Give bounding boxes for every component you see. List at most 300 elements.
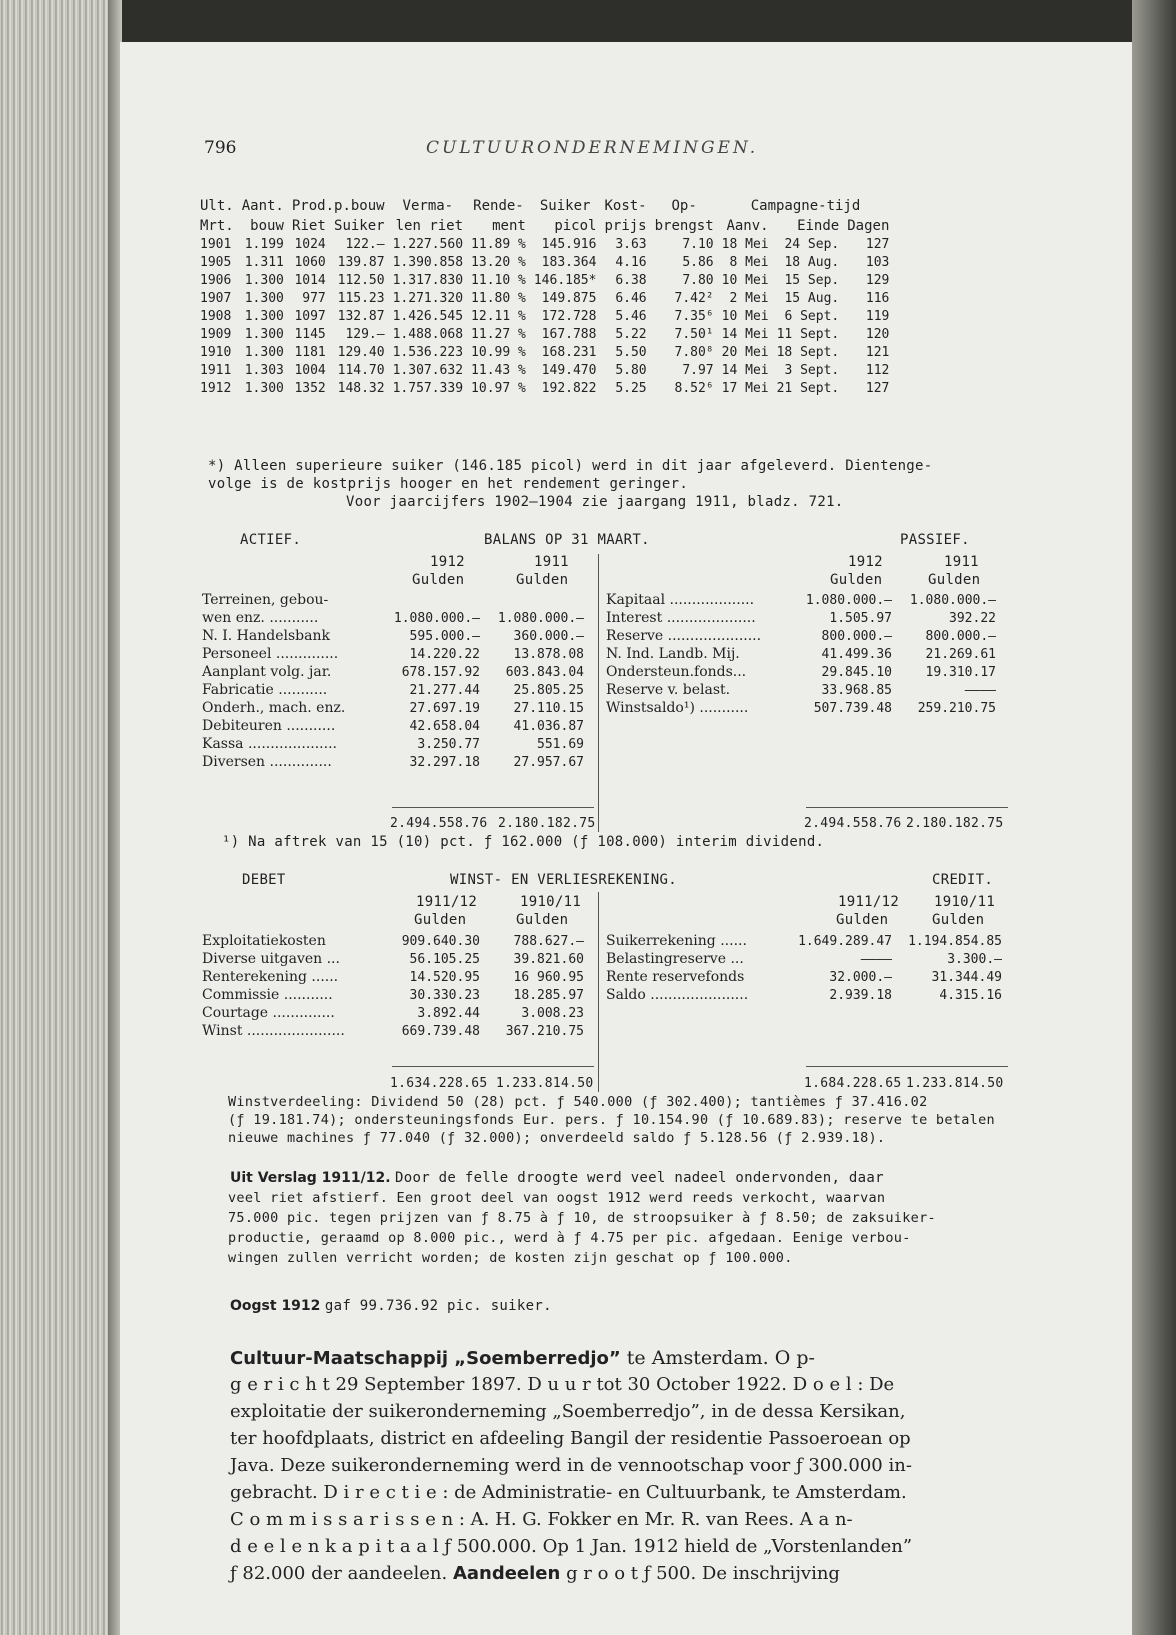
ledger-value-b: ————	[964, 683, 996, 698]
ledger-label: Aanplant volg. jar.	[202, 664, 332, 680]
table-header-cell: Dagen	[847, 218, 890, 234]
ledger-value-b: 3.300.—	[947, 952, 1002, 967]
balance-year-b-right: 1911	[944, 554, 979, 570]
ledger-value-b: 19.310.17	[925, 665, 996, 680]
ledger-value-b: 360.000.—	[513, 629, 584, 644]
company-line-1	[230, 1346, 815, 1371]
table-cell: 4.16	[615, 255, 647, 270]
ledger-value-b: 788.627.—	[513, 934, 584, 949]
pl-credit-label: CREDIT.	[932, 872, 994, 888]
table-cell: 129.40	[337, 345, 385, 360]
table-cell: 15 Sep.	[784, 273, 840, 288]
pl-year-a-left: 1911/12	[416, 894, 478, 910]
ledger-value-b: 21.269.61	[925, 647, 996, 662]
table-cell: 10.97 %	[471, 381, 526, 396]
ledger-value-a: 14.520.95	[409, 970, 480, 985]
balance-total-b-right: 2.180.182.75	[906, 816, 1004, 831]
table-cell: 192.822	[541, 381, 597, 396]
harvest-line	[230, 1298, 552, 1314]
table-cell: 172.728	[541, 309, 597, 324]
table-cell: 15 Aug.	[784, 291, 840, 306]
ledger-row	[606, 645, 996, 663]
ledger-value-a: 33.968.85	[821, 683, 892, 698]
ledger-value-a: 56.105.25	[409, 952, 480, 967]
pl-unit-a-right: Gulden	[836, 912, 889, 928]
balance-actief-label: ACTIEF.	[240, 532, 302, 548]
table-cell: 1910	[200, 345, 232, 360]
ledger-row	[202, 663, 584, 681]
company-shares-heading: Aandeelen	[452, 1563, 561, 1584]
table-cell: 18 Sept.	[776, 345, 840, 360]
table-cell: 129.—	[345, 327, 385, 342]
table-row	[196, 290, 893, 308]
balance-footnote: ¹) Na aftrek van 15 (10) pct. ƒ 162.000 (ƒ 108.000) interim dividend.	[222, 834, 825, 850]
table-cell: 5.86	[682, 255, 714, 270]
ledger-label: Reserve v. belast.	[606, 682, 731, 698]
table-cell: 1.300	[244, 345, 284, 360]
ledger-label: Terreinen, gebou-	[202, 592, 329, 608]
ledger-label: Saldo ......................	[606, 987, 749, 1003]
table-cell: 977	[302, 291, 326, 306]
table-cell: 17 Mei	[721, 381, 769, 396]
balance-unit-a-right: Gulden	[830, 572, 883, 588]
ledger-row	[202, 645, 584, 663]
ledger-label: Diverse uitgaven ...	[202, 951, 340, 967]
table-cell: 21 Sept.	[776, 381, 840, 396]
pl-year-a-right: 1911/12	[838, 894, 900, 910]
pl-title: WINST- EN VERLIESREKENING.	[450, 872, 677, 888]
table-cell: 5.25	[615, 381, 647, 396]
ledger-label: Kapitaal ...................	[606, 592, 755, 608]
table-row	[196, 236, 893, 254]
table-cell: 120	[865, 327, 890, 342]
table-cell: 24 Sep.	[784, 237, 840, 252]
company-line-1-rest: te Amsterdam. O p-	[626, 1347, 815, 1369]
ledger-value-a: 29.845.10	[821, 665, 892, 680]
report-line-5: wingen zullen verricht worden; de kosten zijn geschat op ƒ 100.000.	[228, 1250, 793, 1266]
table-cell: 1.199	[244, 237, 284, 252]
balance-year-a-right: 1912	[848, 554, 883, 570]
table-cell: 127	[865, 381, 890, 396]
table-cell: 5.46	[615, 309, 647, 324]
table-header-cell: Mrt.	[200, 218, 234, 234]
ledger-value-b: 367.210.75	[505, 1024, 584, 1039]
balance-total-a-left: 2.494.558.76	[390, 816, 488, 831]
table-row	[196, 380, 893, 398]
table-header-cell: Prod.p.bouw	[291, 198, 385, 214]
table-cell: 119	[865, 309, 890, 324]
book-binding	[0, 0, 118, 1635]
table-cell: 1.488.068	[392, 327, 464, 342]
table-cell: 1.536.223	[392, 345, 464, 360]
table-cell: 183.364	[541, 255, 597, 270]
ledger-value-a: 678.157.92	[401, 665, 480, 680]
table-cell: 11.10 %	[471, 273, 526, 288]
table-header-cell: Einde	[797, 218, 840, 234]
ledger-value-b: 31.344.49	[931, 970, 1002, 985]
company-line-8: d e e l e n k a p i t a a l ƒ 500.000. Op 1 Jan. 1912 hield de „Vorstenlanden”	[230, 1536, 913, 1557]
table-header-cell: Suiker	[539, 198, 591, 214]
ledger-label: Personeel ..............	[202, 646, 339, 662]
ledger-value-b: 25.805.25	[513, 683, 584, 698]
table-cell: 7.80⁸	[674, 345, 714, 360]
table-cell: 1908	[200, 309, 232, 324]
table-cell: 5.22	[615, 327, 647, 342]
pl-total-a-left: 1.634.228.65	[390, 1076, 488, 1091]
table-header-cell: Kost-	[604, 198, 647, 214]
table-cell: 1.426.545	[392, 309, 464, 324]
table-cell: 129	[865, 273, 890, 288]
ledger-value-b: 3.008.23	[521, 1006, 584, 1021]
table-cell: 11.27 %	[471, 327, 526, 342]
company-line-9	[230, 1562, 840, 1586]
table-row	[196, 326, 893, 344]
ledger-value-a: 2.939.18	[829, 988, 892, 1003]
table-cell: 8.52⁶	[674, 381, 714, 396]
report-line-3: 75.000 pic. tegen prijzen van ƒ 8.75 à ƒ 10, de stroopsuiker à ƒ 8.50; de zaksuiker-	[228, 1210, 936, 1226]
ledger-label: N. Ind. Landb. Mij.	[606, 646, 740, 662]
pl-right-rule	[806, 1066, 1008, 1067]
ledger-label: Onderh., mach. enz.	[202, 700, 346, 716]
table-row	[196, 254, 893, 272]
table-note-2: volge is de kostprijs hooger en het rendement geringer.	[208, 476, 689, 492]
table-cell: 11.80 %	[471, 291, 526, 306]
table-cell: 1.271.320	[392, 291, 464, 306]
ledger-row	[202, 699, 584, 717]
table-cell: 114.70	[337, 363, 385, 378]
table-cell: 1.317.830	[392, 273, 464, 288]
table-header-cell: prijs	[604, 218, 647, 234]
ledger-label: Belastingreserve ...	[606, 951, 744, 967]
table-cell: 11.89 %	[471, 237, 526, 252]
table-cell: 20 Mei	[721, 345, 769, 360]
table-header-cell: Campagne-tijd	[750, 198, 861, 214]
ledger-row	[202, 609, 584, 627]
table-cell: 12.11 %	[471, 309, 526, 324]
table-cell: 112	[865, 363, 890, 378]
table-header-row	[196, 216, 893, 236]
company-line-6: gebracht. D i r e c t i e : de Administratie- en Cultuurbank, te Amsterdam.	[230, 1482, 907, 1503]
ledger-label: Winstsaldo¹) ...........	[606, 700, 749, 716]
table-cell: 1.300	[244, 273, 284, 288]
harvest-heading: Oogst 1912	[230, 1298, 321, 1314]
table-header-cell: Riet	[292, 218, 326, 234]
ledger-row	[606, 932, 1002, 950]
report-first-line	[230, 1170, 884, 1186]
ledger-value-b: 18.285.97	[513, 988, 584, 1003]
table-cell: 1.300	[244, 309, 284, 324]
ledger-label: Courtage ..............	[202, 1005, 335, 1021]
ledger-row	[202, 735, 584, 753]
table-cell: 1907	[200, 291, 232, 306]
table-note-3: Voor jaarcijfers 1902—1904 zie jaargang 1911, bladz. 721.	[346, 494, 844, 510]
table-note-1: *) Alleen superieure suiker (146.185 picol) werd in dit jaar afgeleverd. Dientenge-	[208, 458, 933, 474]
pl-debet-label: DEBET	[242, 872, 286, 888]
table-cell: 11 Sept.	[776, 327, 840, 342]
table-header-cell: Rende-	[473, 198, 524, 214]
table-cell: 149.470	[541, 363, 597, 378]
table-header-cell: brengst	[654, 218, 714, 234]
ledger-label: Debiteuren ...........	[202, 718, 336, 734]
table-cell: 1352	[294, 381, 326, 396]
ledger-value-a: 32.297.18	[409, 755, 480, 770]
table-header-row	[196, 196, 893, 216]
balance-year-a-left: 1912	[430, 554, 465, 570]
ledger-label: Winst ......................	[202, 1023, 345, 1039]
table-cell: 18 Aug.	[784, 255, 840, 270]
company-line-3: exploitatie der suikeronderneming „Soemberredjo”, in de dessa Kersikan,	[230, 1401, 906, 1422]
table-cell: 103	[865, 255, 890, 270]
scan-top-edge	[0, 0, 1176, 38]
report-heading: Uit Verslag 1911/12.	[230, 1170, 391, 1186]
production-table	[196, 196, 893, 398]
table-header-cell: Aant.	[241, 198, 284, 214]
ledger-label: Reserve .....................	[606, 628, 762, 644]
pl-left-rule	[392, 1066, 594, 1067]
ledger-label: Exploitatiekosten	[202, 933, 326, 949]
ledger-value-a: 507.739.48	[813, 701, 892, 716]
table-cell: 6.38	[615, 273, 647, 288]
ledger-value-b: 551.69	[537, 737, 584, 752]
ledger-value-a: 21.277.44	[409, 683, 480, 698]
table-cell: 7.10	[682, 237, 714, 252]
table-header-cell: Verma-	[402, 198, 454, 214]
ledger-value-a: 1.505.97	[829, 611, 892, 626]
table-cell: 116	[865, 291, 890, 306]
table-cell: 127	[865, 237, 890, 252]
table-cell: 6 Sept.	[784, 309, 840, 324]
ledger-row	[606, 681, 996, 699]
ledger-label: Fabricatie ...........	[202, 682, 328, 698]
ledger-value-b: 259.210.75	[917, 701, 996, 716]
ledger-value-a: 3.250.77	[417, 737, 480, 752]
table-header-cell: ment	[492, 218, 526, 234]
table-cell: 168.231	[541, 345, 597, 360]
table-cell: 13.20 %	[471, 255, 526, 270]
table-cell: 1145	[294, 327, 326, 342]
table-row	[196, 362, 893, 380]
company-line-7: C o m m i s s a r i s s e n : A. H. G. Fokker en Mr. R. van Rees. A a n-	[230, 1509, 853, 1530]
table-row	[196, 308, 893, 326]
table-cell: 112.50	[337, 273, 385, 288]
ledger-label: N. I. Handelsbank	[202, 628, 330, 644]
company-line-2: g e r i c h t 29 September 1897. D u u r tot 30 October 1922. D o e l : De	[230, 1374, 895, 1395]
ledger-value-a: 41.499.36	[821, 647, 892, 662]
ledger-row	[202, 627, 584, 645]
table-cell: 18 Mei	[721, 237, 769, 252]
ledger-value-b: 39.821.60	[513, 952, 584, 967]
table-cell: 5.50	[615, 345, 647, 360]
table-cell: 10 Mei	[721, 309, 769, 324]
ledger-value-a: 669.739.48	[401, 1024, 480, 1039]
ledger-label: Rente reservefonds	[606, 969, 745, 985]
table-header-cell: picol	[554, 218, 597, 234]
table-cell: 11.43 %	[471, 363, 526, 378]
scan-right-edge	[1132, 0, 1176, 1635]
table-cell: 7.80	[682, 273, 714, 288]
harvest-text: gaf 99.736.92 pic. suiker.	[324, 1298, 552, 1314]
ledger-label: Ondersteun.fonds...	[606, 664, 747, 680]
table-cell: 7.50¹	[674, 327, 714, 342]
ledger-value-b: 1.080.000.—	[497, 611, 584, 626]
ledger-value-b: 603.843.04	[505, 665, 584, 680]
ledger-label: Diversen ..............	[202, 754, 332, 770]
table-cell: 1014	[294, 273, 326, 288]
table-cell: 1.303	[244, 363, 284, 378]
ledger-row	[202, 591, 584, 609]
ledger-label: Commissie ...........	[202, 987, 333, 1003]
ledger-value-b: 4.315.16	[939, 988, 1002, 1003]
table-cell: 3 Sept.	[784, 363, 840, 378]
table-cell: 145.916	[541, 237, 597, 252]
company-name: Cultuur-Maatschappij „Soemberredjo”	[230, 1348, 621, 1369]
ledger-row	[202, 1022, 584, 1040]
ledger-row	[606, 627, 996, 645]
table-cell: 14 Mei	[721, 363, 769, 378]
running-title: CULTUURONDERNEMINGEN.	[426, 138, 759, 158]
table-cell: 1060	[294, 255, 326, 270]
table-cell: 149.875	[541, 291, 597, 306]
ledger-value-a: 27.697.19	[409, 701, 480, 716]
table-cell: 5.80	[615, 363, 647, 378]
table-cell: 2 Mei	[729, 291, 769, 306]
table-header-cell: Aanv.	[726, 218, 769, 234]
balance-title: BALANS OP 31 MAART.	[484, 532, 650, 548]
table-cell: 1909	[200, 327, 232, 342]
ledger-value-a: 1.080.000.—	[393, 611, 480, 626]
pl-year-b-right: 1910/11	[934, 894, 996, 910]
table-cell: 1.300	[244, 291, 284, 306]
balance-total-a-right: 2.494.558.76	[804, 816, 902, 831]
table-cell: 1905	[200, 255, 232, 270]
ledger-value-a: 42.658.04	[409, 719, 480, 734]
ledger-row	[202, 681, 584, 699]
balance-right-rule	[806, 807, 1008, 808]
ledger-row	[202, 717, 584, 735]
table-cell: 121	[865, 345, 890, 360]
ledger-label: Renterekening ......	[202, 969, 339, 985]
pl-divider	[598, 892, 599, 1092]
table-header-cell: bouw	[250, 218, 284, 234]
balance-divider	[598, 554, 599, 832]
pl-distribution-2: (ƒ 19.181.74); ondersteuningsfonds Eur. pers. ƒ 10.154.90 (ƒ 10.689.83); reserve te betalen	[228, 1112, 995, 1128]
ledger-row	[606, 591, 996, 609]
table-cell: 14 Mei	[721, 327, 769, 342]
ledger-value-b: 392.22	[949, 611, 996, 626]
company-line-5: Java. Deze suikeronderneming werd in de vennootschap voor ƒ 300.000 in-	[230, 1455, 912, 1476]
table-cell: 115.23	[337, 291, 385, 306]
table-cell: 10.99 %	[471, 345, 526, 360]
report-line-4: productie, geraamd op 8.000 pic., werd à ƒ 4.75 per pic. afgedaan. Eenige verbou-	[228, 1230, 911, 1246]
book-page	[120, 42, 1132, 1635]
table-cell: 7.35⁶	[674, 309, 714, 324]
ledger-value-a: 800.000.—	[821, 629, 892, 644]
balance-total-b-left: 2.180.182.75	[498, 816, 596, 831]
table-cell: 8 Mei	[729, 255, 769, 270]
table-cell: 1.300	[244, 327, 284, 342]
ledger-value-a: 3.892.44	[417, 1006, 480, 1021]
ledger-value-a: 909.640.30	[401, 934, 480, 949]
pl-unit-a-left: Gulden	[414, 912, 467, 928]
table-cell: 132.87	[337, 309, 385, 324]
table-cell: 167.788	[541, 327, 597, 342]
ledger-value-a: 14.220.22	[409, 647, 480, 662]
pl-unit-b-right: Gulden	[932, 912, 985, 928]
ledger-label: wen enz. ...........	[202, 610, 319, 626]
ledger-value-b: 16 960.95	[513, 970, 584, 985]
ledger-label: Kassa ....................	[202, 736, 337, 752]
ledger-label: Interest ....................	[606, 610, 756, 626]
company-line-4: ter hoofdplaats, district en afdeeling Bangil der residentie Passoeroean op	[230, 1428, 911, 1449]
pl-unit-b-left: Gulden	[516, 912, 569, 928]
ledger-value-a: ————	[860, 952, 892, 967]
ledger-row	[202, 968, 584, 986]
ledger-value-b: 1.080.000.—	[909, 593, 996, 608]
table-cell: 122.—	[345, 237, 385, 252]
ledger-row	[606, 663, 996, 681]
ledger-row	[606, 699, 996, 717]
ledger-value-b: 1.194.854.85	[908, 934, 1002, 949]
ledger-row	[606, 950, 1002, 968]
balance-unit-b-left: Gulden	[516, 572, 569, 588]
table-cell: 1097	[294, 309, 326, 324]
ledger-value-b: 27.110.15	[513, 701, 584, 716]
table-cell: 3.63	[615, 237, 647, 252]
table-cell: 6.46	[615, 291, 647, 306]
ledger-value-a: 1.080.000.—	[805, 593, 892, 608]
table-row	[196, 272, 893, 290]
table-cell: 139.87	[337, 255, 385, 270]
ledger-value-a: 32.000.—	[829, 970, 892, 985]
pl-distribution-3: nieuwe machines ƒ 77.040 (ƒ 32.000); onverdeeld saldo ƒ 5.128.56 (ƒ 2.939.18).	[228, 1130, 886, 1146]
table-cell: 1.227.560	[392, 237, 464, 252]
table-header-cell: len riet	[395, 218, 464, 234]
report-line-1: Door de felle droogte werd veel nadeel ondervonden, daar	[395, 1170, 884, 1186]
table-cell: 1181	[294, 345, 326, 360]
table-cell: 7.97	[682, 363, 714, 378]
ledger-value-a: 1.649.289.47	[798, 934, 892, 949]
ledger-row	[202, 932, 584, 950]
company-line-9-rest: g r o o t ƒ 500. De inschrijving	[566, 1563, 840, 1584]
table-cell: 1912	[200, 381, 232, 396]
ledger-value-a: 595.000.—	[409, 629, 480, 644]
balance-year-b-left: 1911	[534, 554, 569, 570]
table-header-cell: Suiker	[334, 218, 385, 234]
ledger-row	[202, 1004, 584, 1022]
table-cell: 1.307.632	[392, 363, 464, 378]
ledger-value-b: 13.878.08	[513, 647, 584, 662]
ledger-row	[606, 986, 1002, 1004]
ledger-label: Suikerrekening ......	[606, 933, 747, 949]
table-cell: 1906	[200, 273, 232, 288]
pl-distribution-1: Winstverdeeling: Dividend 50 (28) pct. ƒ 540.000 (ƒ 302.400); tantièmes ƒ 37.416.02	[228, 1094, 928, 1110]
balance-left-rule	[392, 807, 594, 808]
ledger-row	[202, 753, 584, 771]
pl-year-b-left: 1910/11	[520, 894, 582, 910]
company-line-9-text: ƒ 82.000 der aandeelen.	[230, 1563, 448, 1584]
ledger-value-b: 41.036.87	[513, 719, 584, 734]
table-row	[196, 344, 893, 362]
table-cell: 1.300	[244, 381, 284, 396]
table-cell: 148.32	[337, 381, 385, 396]
ledger-row	[606, 968, 1002, 986]
ledger-value-b: 800.000.—	[925, 629, 996, 644]
table-cell: 7.42²	[674, 291, 714, 306]
table-cell: 1004	[294, 363, 326, 378]
balance-unit-b-right: Gulden	[928, 572, 981, 588]
ledger-row	[202, 986, 584, 1004]
pl-total-b-left: 1.233.814.50	[496, 1076, 594, 1091]
